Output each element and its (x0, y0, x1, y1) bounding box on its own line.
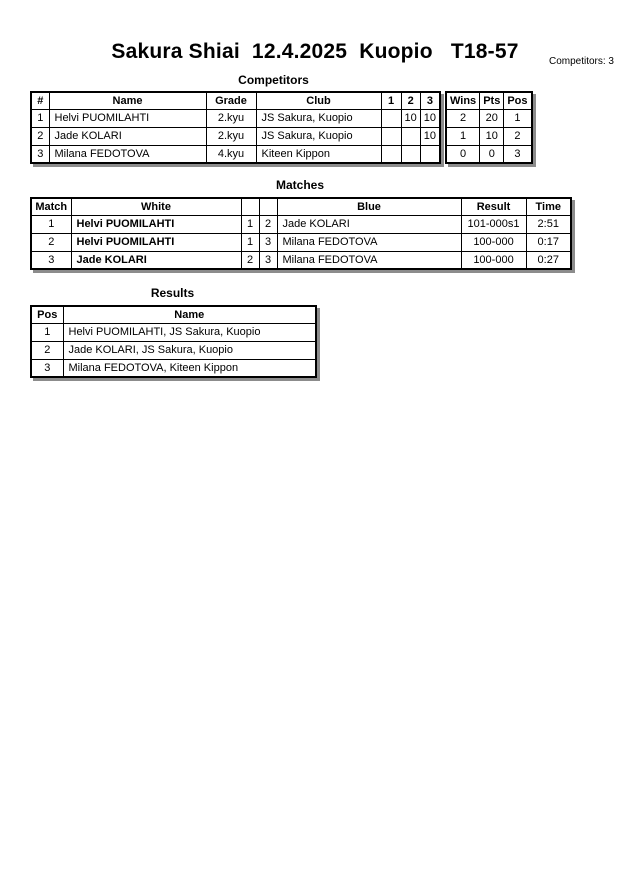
results-header-row (31, 306, 316, 323)
header-club: Club (256, 92, 381, 109)
match-number: 3 (31, 251, 71, 269)
competitor-number: 2 (31, 127, 49, 145)
competitors-count-label: Competitors: 3 (548, 56, 614, 67)
header-name: Name (49, 92, 206, 109)
match-time: 0:27 (526, 251, 571, 269)
result-name: Jade KOLARI, JS Sakura, Kuopio (63, 341, 316, 359)
pts-value: 20 (480, 109, 504, 127)
table-row (31, 323, 316, 341)
score-round-1 (381, 109, 401, 127)
blue-number: 2 (259, 215, 277, 233)
match-time: 2:51 (526, 215, 571, 233)
wins-value: 0 (446, 145, 480, 163)
results-table (30, 305, 317, 378)
header-match: Match (31, 198, 71, 215)
results-heading: Results (150, 286, 195, 300)
table-row (446, 145, 532, 163)
score-round-3: 10 (420, 127, 440, 145)
table-row (31, 251, 571, 269)
standings-header-row (446, 92, 532, 109)
competitors-heading: Competitors (238, 73, 309, 87)
header-grade: Grade (206, 92, 256, 109)
score-round-3 (420, 145, 440, 163)
blue-number: 3 (259, 251, 277, 269)
score-round-1 (381, 127, 401, 145)
header-white-num (241, 198, 259, 215)
score-round-3: 10 (420, 109, 440, 127)
result-name: Helvi PUOMILAHTI, JS Sakura, Kuopio (63, 323, 316, 341)
header-name: Name (63, 306, 316, 323)
match-number: 1 (31, 215, 71, 233)
table-row (31, 145, 440, 163)
blue-name: Milana FEDOTOVA (277, 251, 461, 269)
wins-value: 1 (446, 127, 480, 145)
competitors-header-row (31, 92, 440, 109)
header-pos: Pos (504, 92, 532, 109)
competitors-table-main (30, 91, 441, 164)
competitor-club: JS Sakura, Kuopio (256, 109, 381, 127)
blue-name: Milana FEDOTOVA (277, 233, 461, 251)
pos-value: 3 (504, 145, 532, 163)
competitor-number: 3 (31, 145, 49, 163)
white-number: 1 (241, 215, 259, 233)
match-result: 100-000 (461, 251, 526, 269)
table-row (31, 215, 571, 233)
wins-value: 2 (446, 109, 480, 127)
white-name: Jade KOLARI (71, 251, 241, 269)
header-blue: Blue (277, 198, 461, 215)
score-round-1 (381, 145, 401, 163)
competitors-table-standings (445, 91, 533, 164)
competitor-grade: 2.kyu (206, 127, 256, 145)
header-pos: Pos (31, 306, 63, 323)
table-row (31, 233, 571, 251)
table-row (31, 341, 316, 359)
match-result: 101-000s1 (461, 215, 526, 233)
matches-table (30, 197, 572, 270)
pts-value: 10 (480, 127, 504, 145)
white-name: Helvi PUOMILAHTI (71, 215, 241, 233)
result-position: 1 (31, 323, 63, 341)
competitor-grade: 4.kyu (206, 145, 256, 163)
competitor-club: Kiteen Kippon (256, 145, 381, 163)
competitor-club: JS Sakura, Kuopio (256, 127, 381, 145)
header-round-2: 2 (401, 92, 420, 109)
score-round-2: 10 (401, 109, 420, 127)
table-row (446, 109, 532, 127)
pos-value: 1 (504, 109, 532, 127)
table-row (31, 109, 440, 127)
header-blue-num (259, 198, 277, 215)
white-number: 2 (241, 251, 259, 269)
score-round-2 (401, 127, 420, 145)
competitor-name: Helvi PUOMILAHTI (49, 109, 206, 127)
header-time: Time (526, 198, 571, 215)
pts-value: 0 (480, 145, 504, 163)
match-time: 0:17 (526, 233, 571, 251)
header-round-3: 3 (420, 92, 440, 109)
header-pts: Pts (480, 92, 504, 109)
blue-number: 3 (259, 233, 277, 251)
header-num: # (31, 92, 49, 109)
blue-name: Jade KOLARI (277, 215, 461, 233)
table-row (31, 127, 440, 145)
competitor-name: Milana FEDOTOVA (49, 145, 206, 163)
matches-header-row (31, 198, 571, 215)
white-number: 1 (241, 233, 259, 251)
table-row (31, 359, 316, 377)
header-round-1: 1 (381, 92, 401, 109)
match-number: 2 (31, 233, 71, 251)
table-row (446, 127, 532, 145)
pos-value: 2 (504, 127, 532, 145)
competitor-grade: 2.kyu (206, 109, 256, 127)
match-result: 100-000 (461, 233, 526, 251)
result-position: 3 (31, 359, 63, 377)
header-result: Result (461, 198, 526, 215)
page-title: Sakura Shiai 12.4.2025 Kuopio T18-57 (111, 40, 519, 63)
competitors-table-group (30, 91, 630, 164)
white-name: Helvi PUOMILAHTI (71, 233, 241, 251)
result-name: Milana FEDOTOVA, Kiteen Kippon (63, 359, 316, 377)
matches-heading: Matches (275, 178, 325, 192)
result-position: 2 (31, 341, 63, 359)
competitor-name: Jade KOLARI (49, 127, 206, 145)
header-wins: Wins (446, 92, 480, 109)
score-round-2 (401, 145, 420, 163)
competitor-number: 1 (31, 109, 49, 127)
header-white: White (71, 198, 241, 215)
